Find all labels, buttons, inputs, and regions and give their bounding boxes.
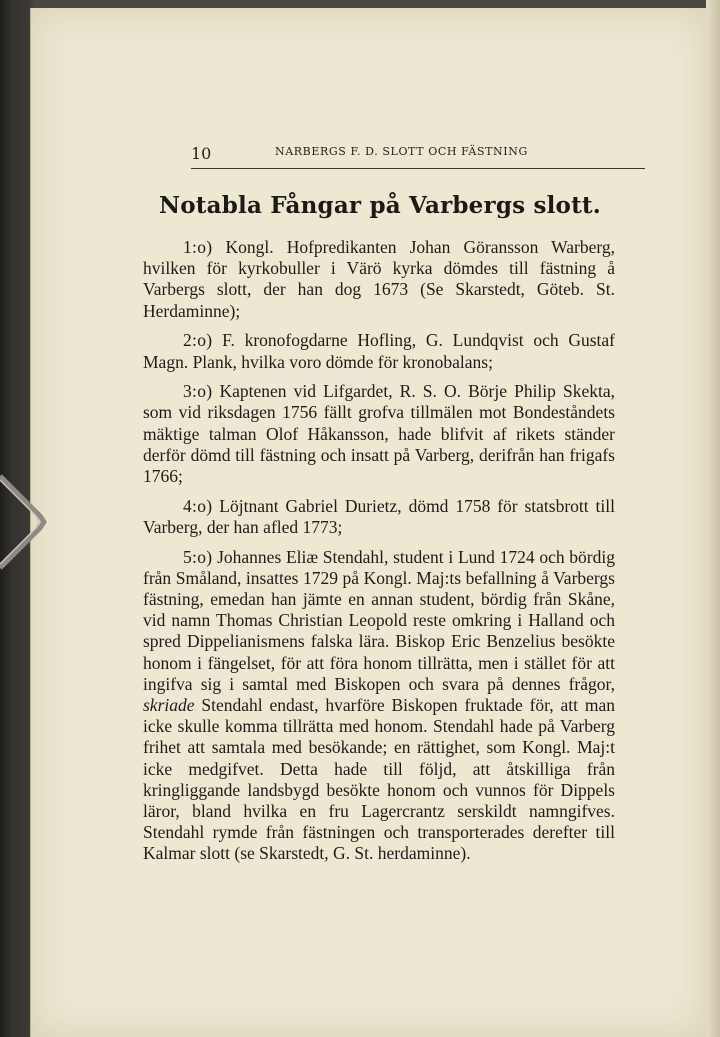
entries-list: [143, 237, 615, 873]
binding-clip-shape: [0, 470, 50, 570]
entry-number: 3:o): [183, 381, 213, 402]
entry-text: Löjtnant Gabriel Durietz, dömd 1758 för statsbrott till Varberg, der han afled 1773;: [143, 495, 615, 537]
entry-1: [143, 237, 615, 322]
running-header: [191, 142, 645, 169]
running-title: NARBERGS F. D. SLOTT OCH FÄSTNING: [275, 145, 528, 158]
entry-4: [143, 496, 615, 538]
entry-text: Kongl. Hofpredikanten Johan Göransson Warberg, hvilken för kyrkobuller i Värö kyrka dömdes till fästning å Varbergs slott, der han dog 1673 (Se Skarstedt, Göteb. St. Herdaminne);: [143, 237, 615, 321]
page-edge: [706, 0, 720, 1037]
entry-text: F. kronofogdarne Hofling, G. Lundqvist och Gustaf Magn. Plank, hvilka voro dömde för kronobalans;: [143, 330, 616, 372]
page-number: 10: [191, 144, 212, 163]
entry-number: 4:o): [183, 495, 213, 516]
entry-italic-word: skriade: [143, 695, 195, 716]
entry-number: 5:o): [183, 546, 213, 567]
entry-text: Kaptenen vid Lifgardet, R. S. O. Börje Philip Skekta, som vid riksdagen 1756 fällt grofva tillmälen mot Bondeståndets mäktige talman Olof Håkansson, hade blifvit af rikets ständer derför dömd till fästning och insatt på Varberg, derifrån han frigafs 1766;: [143, 381, 615, 487]
entry-2: [143, 330, 615, 372]
entry-number: 2:o): [183, 330, 213, 351]
binding-clip: [0, 470, 50, 570]
entry-3: [143, 381, 615, 487]
entry-text-part: Stendahl endast, hvarföre Biskopen fruktade för, att man icke skulle komma tillrätta med honom. Stendahl hade på Varberg frihet att samtala med besökande; en rättighet, som Kongl. Maj:t icke medgifvet. Detta hade till följd, att åtskilliga från kringliggande landsbygd besökte honom och vunnos för Dippels läror, bland hvilka en fru Lagercrantz serskildt namngifves. Stendahl rymde från fästningen och transporterades derefter till Kalmar slott (se Skarstedt, G. St. herdaminne).: [143, 695, 615, 864]
entry-text-part: Johannes Eliæ Stendahl, student i Lund 1724 och bördig från Småland, insattes 1729 på Kongl. Maj:ts befallning å Varbergs fästning, emedan han jämte en annan student, bördig från Skåne, vid namn Thomas Christian Leopold reste omkring i Halland och spred Dippelianismens falska lära. Biskop Eric Benzelius besökte honom i fängelset, för att föra honom tillrätta, men i stället för att ingifva sig i samtal med Biskopen och svara på dennes frågor,: [143, 546, 616, 694]
page-title: Notabla Fångar på Varbergs slott.: [159, 192, 601, 219]
entry-number: 1:o): [183, 237, 213, 257]
entry-5: [143, 547, 615, 865]
